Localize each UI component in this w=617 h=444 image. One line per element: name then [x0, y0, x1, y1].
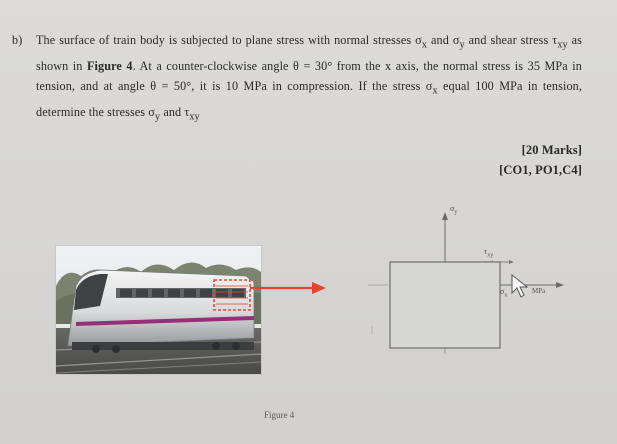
stress-element-figure	[360, 204, 570, 360]
stress-element-square	[390, 262, 500, 348]
sigma-y-label: $\sigma_y$	[450, 204, 458, 216]
figure-caption: Figure 4	[264, 410, 295, 420]
sigma-x-label: $\sigma_x$	[500, 287, 508, 299]
pointer-arrow	[250, 280, 330, 296]
mpa-label: MPa	[532, 287, 546, 295]
question-number: b)	[12, 33, 23, 47]
figure-reference: Figure 4	[86, 58, 133, 73]
tau-xy-label: $\tau_{xy}$	[484, 247, 494, 259]
train-illustration	[56, 246, 261, 374]
co-po-label: [CO1, PO1,C4]	[499, 163, 582, 177]
question-paragraph: The surface of train body is subjected to plane stress with normal stresses $\sigma_x$ and $\sigma_y$ and shear stress $\tau_{xy}$ as shown in Figure 4. At a counter-clockwise angle θ = 30° from the x axis, the normal stress is 35 MPa in tension, and at angle θ = 50°, it is 10 MPa in compression. If the stress $\sigma_x$ equal 100 MPa in tension, determine the stresses $\sigma_y$ and $\tau_{xy}$	[36, 33, 582, 123]
train-photo	[55, 245, 262, 375]
mouse-cursor-icon	[510, 273, 532, 299]
question-text	[12, 30, 582, 177]
marks-label: [20 Marks]	[521, 143, 582, 157]
stress-element-diagram	[360, 210, 570, 360]
